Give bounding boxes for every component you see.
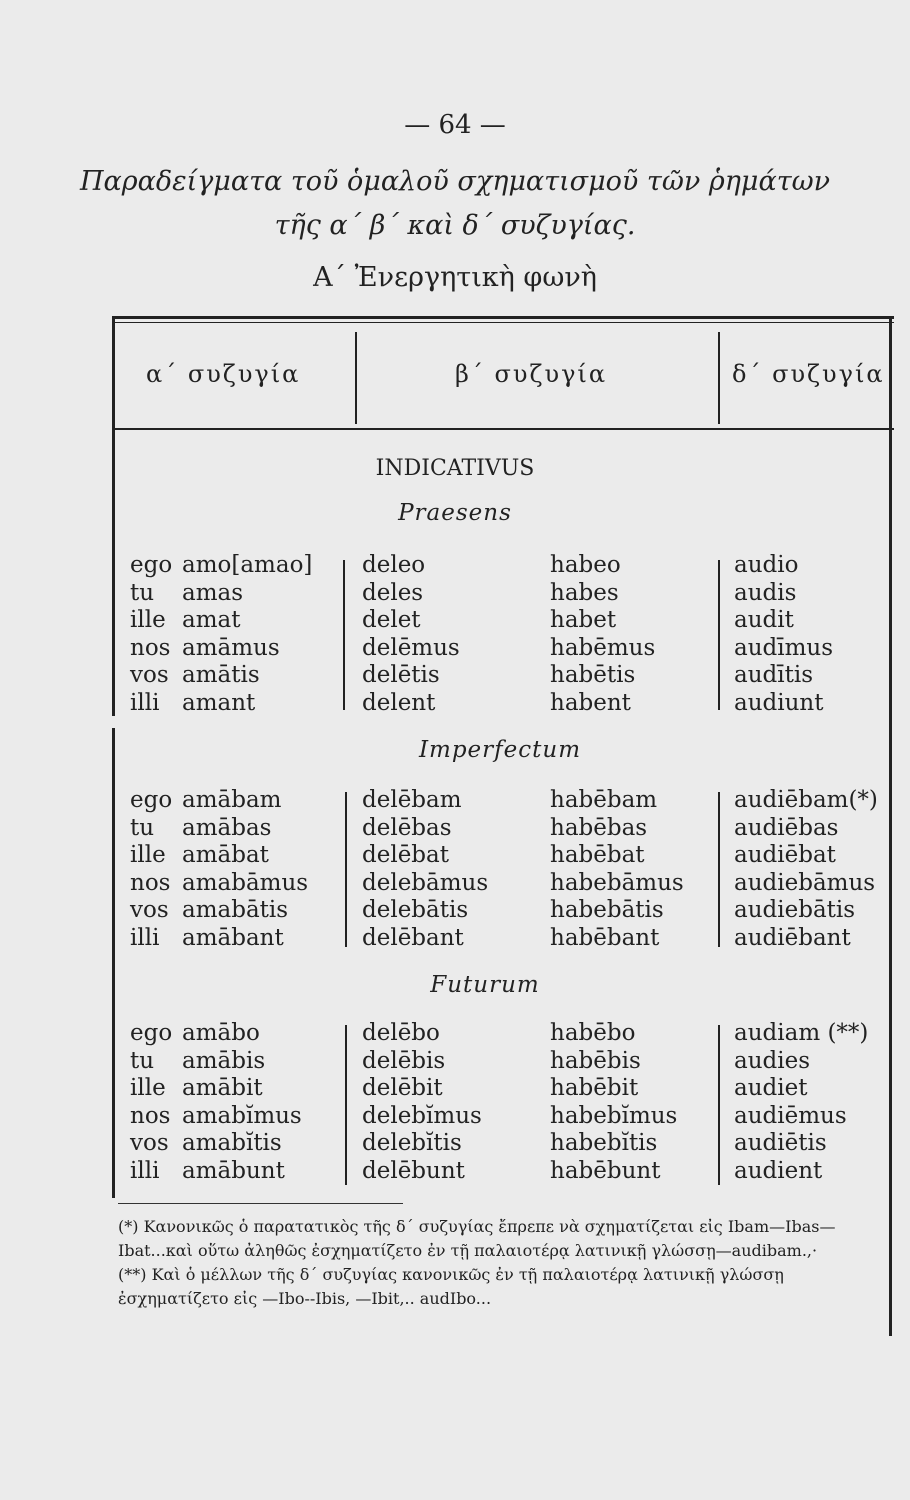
- futurum-col-2: [362, 1020, 482, 1185]
- table-cell: delēbant: [362, 924, 464, 951]
- table-cell: habes: [550, 579, 619, 606]
- header-col-1: α΄ συζυγία: [146, 360, 301, 388]
- table-row: ille amat: [130, 607, 241, 633]
- header-divider-2: [718, 332, 720, 424]
- col-divider-praesens-1: [343, 560, 345, 710]
- table-row: vos amabātis: [130, 897, 289, 923]
- title-line-2: τῆς α΄ β΄ καὶ δ΄ συζυγίας.: [274, 210, 636, 241]
- col-divider-futurum-2: [718, 1025, 720, 1185]
- table-cell: delēbunt: [362, 1157, 465, 1184]
- voice-heading: Α΄ Ἐνεργητικὴ φωνὴ: [313, 262, 597, 293]
- table-cell: delent: [362, 689, 436, 716]
- praesens-col-4: [734, 552, 833, 717]
- futurum-col-1: [130, 1020, 302, 1185]
- table-cell: audis: [734, 579, 797, 606]
- table-cell: audiunt: [734, 689, 824, 716]
- page-title: [0, 160, 910, 248]
- praesens-col-2: [362, 552, 460, 717]
- table-cell: habent: [550, 689, 631, 716]
- table-cell: habebātis: [550, 897, 664, 923]
- table-top-rule: [112, 316, 894, 319]
- tense-heading-futurum: Futurum: [430, 972, 540, 998]
- mood-heading: INDICATIVUS: [375, 456, 535, 481]
- table-cell: habebĭmus: [550, 1102, 678, 1129]
- futurum-col-4: [734, 1020, 868, 1185]
- table-left-border-lower: [112, 728, 115, 1198]
- table-cell: delēmus: [362, 634, 460, 661]
- table-cell: habēbant: [550, 924, 660, 951]
- table-row: illi amābant: [130, 924, 284, 951]
- table-cell: habēbat: [550, 842, 645, 868]
- table-row: vos amabĭtis: [130, 1130, 282, 1156]
- table-cell: audiet: [734, 1075, 808, 1101]
- table-row: nos amāmus: [130, 634, 280, 661]
- imperfectum-col-3: [550, 787, 684, 952]
- table-cell: delēbit: [362, 1075, 443, 1101]
- table-cell: audītis: [734, 662, 814, 688]
- header-divider-1: [355, 332, 357, 424]
- col-divider-futurum-1: [345, 1025, 347, 1185]
- table-cell: audiēmus: [734, 1102, 847, 1129]
- table-cell: habēbunt: [550, 1157, 661, 1184]
- table-row: illi amābunt: [130, 1157, 285, 1184]
- table-cell: audit: [734, 607, 794, 633]
- footnote-rule: [118, 1203, 403, 1204]
- table-row: illi amant: [130, 689, 256, 716]
- table-row: tu amas: [130, 579, 244, 606]
- table-header-rule: [112, 428, 894, 430]
- imperfectum-col-2: [362, 787, 488, 952]
- table-row: nos amabāmus: [130, 869, 309, 896]
- table-row: nos amabĭmus: [130, 1102, 302, 1129]
- table-row: ego amābam: [130, 787, 282, 813]
- table-cell: audio: [734, 552, 799, 578]
- tense-heading-imperfectum: Imperfectum: [418, 737, 582, 763]
- table-row: tu amābas: [130, 814, 272, 841]
- table-cell: habēbis: [550, 1047, 641, 1074]
- table-cell: habet: [550, 607, 617, 633]
- table-top-rule-thin: [112, 322, 894, 323]
- table-row: vos amātis: [130, 662, 260, 688]
- page-number: — 64 —: [404, 110, 506, 140]
- table-cell: delēbat: [362, 842, 449, 868]
- table-row: ego amābo: [130, 1020, 260, 1046]
- table-cell: audiēbant: [734, 924, 851, 951]
- table-cell: habēbit: [550, 1075, 639, 1101]
- table-cell: delēbo: [362, 1020, 440, 1046]
- table-cell: habēbam: [550, 787, 658, 813]
- col-divider-praesens-2: [718, 560, 720, 710]
- table-row: ille amābit: [130, 1075, 263, 1101]
- table-cell: audīmus: [734, 634, 834, 661]
- col-divider-imperfectum-2: [718, 792, 720, 947]
- table-cell: audiētis: [734, 1130, 827, 1156]
- imperfectum-col-4: [734, 787, 878, 952]
- table-cell: delēbam: [362, 787, 462, 813]
- table-cell: delētis: [362, 662, 440, 688]
- title-line-1: Παραδείγματα τοῦ ὁμαλοῦ σχηματισμοῦ τῶν ῥημάτων: [79, 166, 831, 197]
- footnote-2: (**) Καὶ ὁ μέλλων τῆς δ΄ συζυγίας κανονικῶς ἐν τῇ παλαιοτέρᾳ λατινικῇ γλώσσῃ ἐσχηματίζετο εἰς —Ibo--Ibis, —Ibit,.. audIbo...: [118, 1265, 784, 1308]
- table-row: ego amo[amao]: [130, 552, 313, 578]
- table-cell: habebĭtis: [550, 1130, 658, 1156]
- table-cell: deleo: [362, 552, 426, 578]
- table-cell: audiebāmus: [734, 869, 876, 896]
- praesens-col-3: [550, 552, 655, 717]
- table-cell: delēbis: [362, 1047, 446, 1074]
- table-cell: delebĭtis: [362, 1130, 462, 1156]
- praesens-col-1: [130, 552, 312, 717]
- table-cell: deles: [362, 579, 424, 606]
- table-cell: habebāmus: [550, 869, 684, 896]
- footnotes: [118, 1215, 888, 1311]
- table-cell: delēbas: [362, 814, 452, 841]
- table-row: ille amābat: [130, 842, 269, 868]
- header-col-2: β΄ συζυγία: [455, 360, 608, 388]
- table-cell: habēbo: [550, 1020, 636, 1046]
- table-cell: habēmus: [550, 634, 656, 661]
- table-cell: habētis: [550, 662, 636, 688]
- table-cell: audiam (**): [734, 1020, 869, 1046]
- table-cell: delet: [362, 607, 421, 633]
- table-cell: audiēbam(*): [734, 787, 878, 813]
- col-divider-imperfectum-1: [345, 792, 347, 947]
- table-cell: delebĭmus: [362, 1102, 482, 1129]
- futurum-col-3: [550, 1020, 677, 1185]
- table-cell: audient: [734, 1157, 823, 1184]
- table-cell: audiēbas: [734, 814, 839, 841]
- table-cell: delebāmus: [362, 869, 489, 896]
- footnote-1: (*) Κανονικῶς ὁ παρατατικὸς τῆς δ΄ συζυγίας ἔπρεπε νὰ σχηματίζεται εἰς Ibam—Ibas—Ibat...καὶ οὕτω ἀληθῶς ἐσχηματίζετο ἐν τῇ παλαιοτέρᾳ λατινικῇ γλώσσῃ—audibam.,·: [118, 1217, 836, 1260]
- table-cell: habeo: [550, 552, 621, 578]
- table-cell: habēbas: [550, 814, 648, 841]
- table-cell: audiēbat: [734, 842, 836, 868]
- table-cell: audiebātis: [734, 897, 856, 923]
- tense-heading-praesens: Praesens: [398, 500, 512, 526]
- table-cell: delebātis: [362, 897, 469, 923]
- table-cell: audies: [734, 1047, 811, 1074]
- table-row: tu amābis: [130, 1047, 266, 1074]
- header-col-3: δ΄ συζυγία: [732, 360, 885, 388]
- imperfectum-col-1: [130, 787, 308, 952]
